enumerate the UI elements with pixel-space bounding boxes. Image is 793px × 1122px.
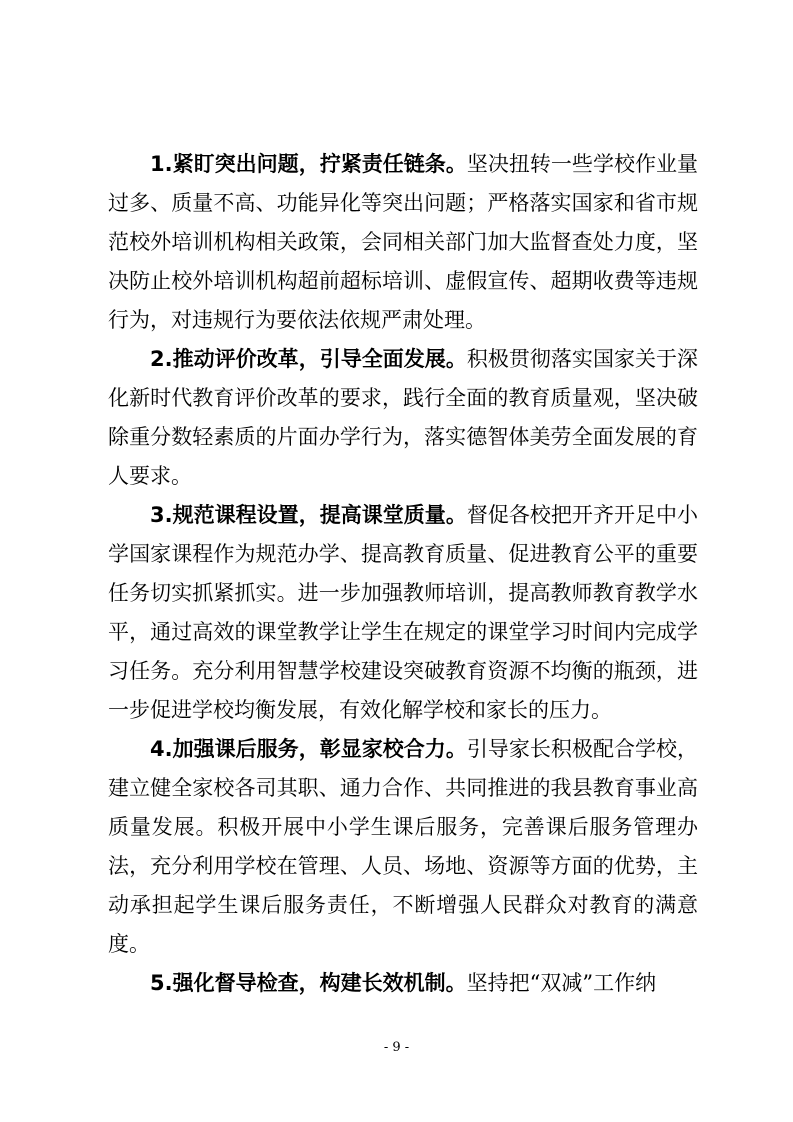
paragraph-2 <box>108 340 698 496</box>
paragraph-5 <box>108 964 698 1003</box>
paragraph-3-heading: 3.规范课程设置，提高课堂质量。 <box>150 503 467 527</box>
paragraph-4 <box>108 730 698 964</box>
document-body <box>108 145 698 1003</box>
paragraph-3-body: 督促各校把开齐开足中小学国家课程作为规范办学、提高教育质量、促进教育公平的重要任务切实抓紧抓实。进一步加强教师培训，提高教师教育教学水平，通过高效的课堂教学让学生在规定的课堂学习时间内完成学习任务。充分利用智慧学校建设突破教育资源不均衡的瓶颈，进一步促进学校均衡发展，有效化解学校和家长的压力。 <box>108 503 699 722</box>
paragraph-1-body: 坚决扭转一些学校作业量过多、质量不高、功能异化等突出问题；严格落实国家和省市规范校外培训机构相关政策，会同相关部门加大监督查处力度，坚决防止校外培训机构超前超标培训、虚假宣传、超期收费等违规行为，对违规行为要依法依规严肃处理。 <box>108 152 699 332</box>
paragraph-1 <box>108 145 698 340</box>
paragraph-4-body: 引导家长积极配合学校，建立健全家校各司其职、通力合作、共同推进的我县教育事业高质量发展。积极开展中小学生课后服务，完善课后服务管理办法，充分利用学校在管理、人员、场地、资源等方面的优势，主动承担起学生课后服务责任，不断增强人民群众对教育的满意度。 <box>108 737 699 956</box>
paragraph-2-body: 积极贯彻落实国家关于深化新时代教育评价改革的要求，践行全面的教育质量观，坚决破除重分数轻素质的片面办学行为，落实德智体美劳全面发展的育人要求。 <box>108 347 699 488</box>
paragraph-2-heading: 2.推动评价改革，引导全面发展。 <box>150 347 467 371</box>
paragraph-1-heading: 1.紧盯突出问题，拧紧责任链条。 <box>150 152 467 176</box>
paragraph-5-body: 坚持把“双减”工作纳 <box>466 971 657 995</box>
page-number: - 9 - <box>383 1040 410 1055</box>
paragraph-4-heading: 4.加强课后服务，彰显家校合力。 <box>150 737 467 761</box>
paragraph-3 <box>108 496 698 730</box>
paragraph-5-heading: 5.强化督导检查，构建长效机制。 <box>150 971 467 995</box>
